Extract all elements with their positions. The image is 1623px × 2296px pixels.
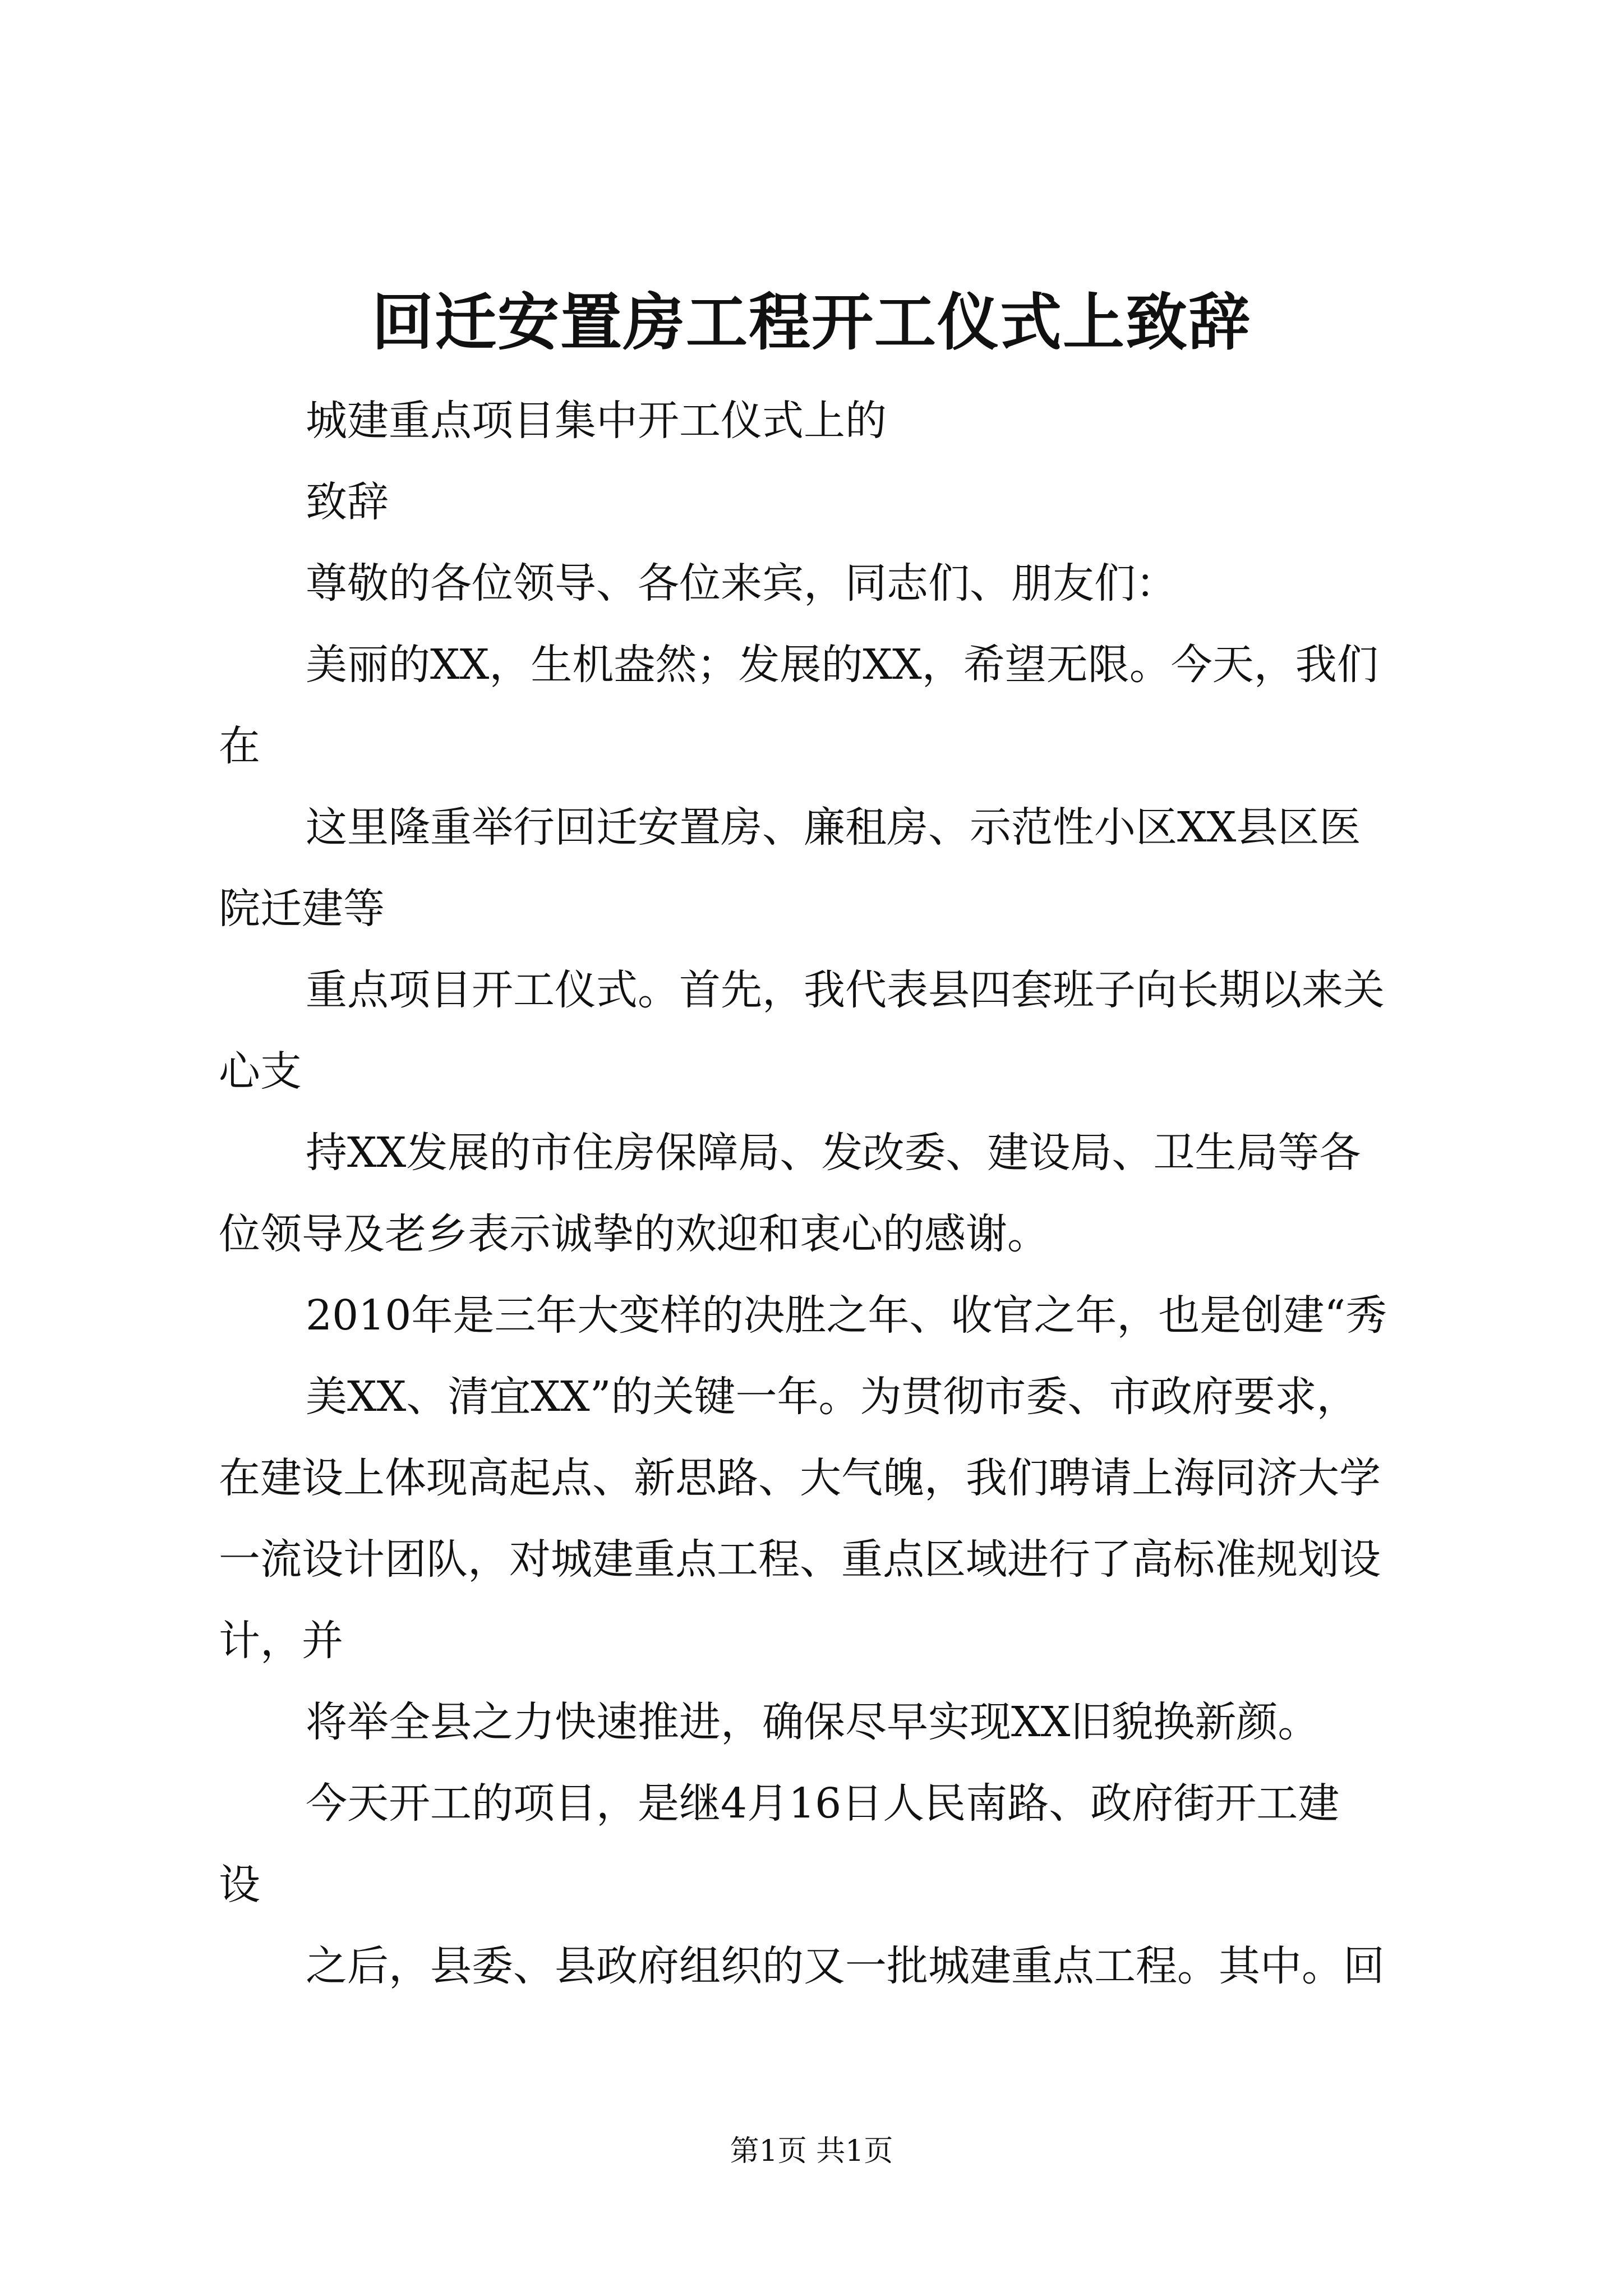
document-title: 回迁安置房工程开工仪式上致辞 [372,286,1251,358]
text-line: 之后，县委、县政府组织的又一批城建重点工程。其中。回 [306,1942,1385,1990]
text-line: 位领导及老乡表示诚挚的欢迎和衷心的感谢。 [219,1210,1049,1258]
text-line: 尊敬的各位领导、各位来宾，同志们、朋友们： [306,559,1177,608]
text-line: 院迁建等 [219,885,385,933]
text-line: 城建重点项目集中开工仪式上的 [306,397,887,445]
text-line: 致辞 [306,478,389,526]
text-line: 今天开工的项目，是继4月16日人民南路、政府街开工建 [306,1779,1340,1828]
text-line: 将举全县之力快速推进，确保尽早实现XX旧貌换新颜。 [306,1698,1320,1746]
text-line: 2010年是三年大变样的决胜之年、收官之年，也是创建“秀 [306,1291,1387,1340]
text-line: 美丽的XX，生机盎然；发展的XX，希望无限。今天，我们 [306,641,1378,689]
text-line: 重点项目开工仪式。首先，我代表县四套班子向长期以来关 [306,966,1385,1014]
text-line: 在建设上体现高起点、新思路、大气魄，我们聘请上海同济大学 [219,1454,1381,1502]
text-line: 设 [219,1861,260,1909]
page-number-footer: 第1页 共1页 [730,2134,893,2168]
text-line: 心支 [219,1047,302,1096]
text-line: 美XX、清宜XX”的关键一年。为贯彻市委、市政府要求， [306,1373,1358,1421]
text-line: 在 [219,722,260,770]
text-line: 计，并 [219,1617,343,1665]
text-line: 持XX发展的市住房保障局、发改委、建设局、卫生局等各 [306,1129,1361,1177]
text-line: 这里隆重举行回迁安置房、廉租房、示范性小区XX县区医 [306,803,1361,852]
text-line: 一流设计团队，对城建重点工程、重点区域进行了高标准规划设 [219,1535,1381,1584]
